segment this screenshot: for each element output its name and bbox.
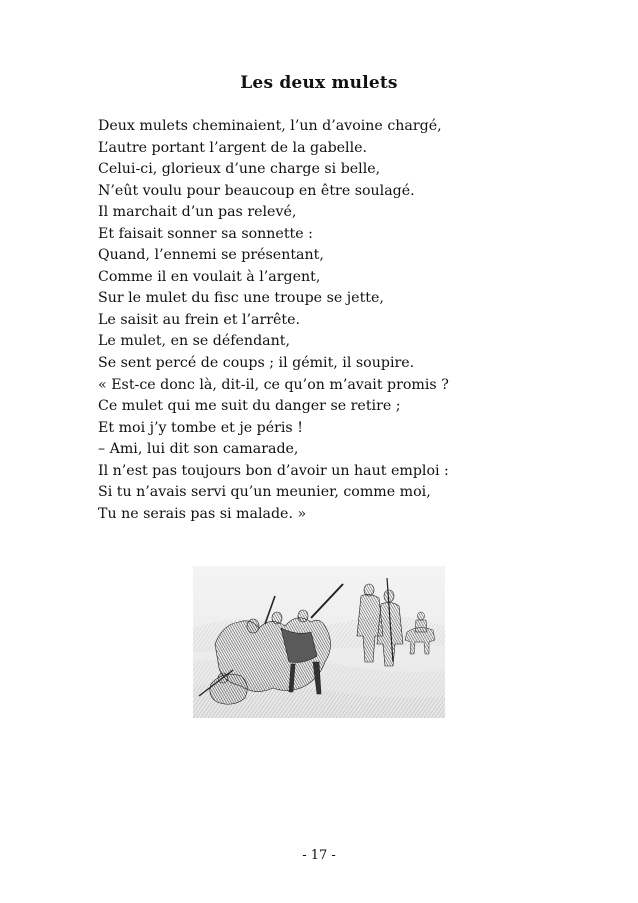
poem-line: Sur le mulet du fisc une troupe se jette, bbox=[98, 290, 384, 307]
engraving-illustration bbox=[193, 566, 445, 718]
poem-line: Il n’est pas toujours bon d’avoir un haut emploi : bbox=[98, 462, 449, 479]
poem-line: « Est-ce donc là, dit-il, ce qu’on m’avait promis ? bbox=[98, 376, 449, 393]
poem-line: Deux mulets cheminaient, l’un d’avoine chargé, bbox=[98, 118, 442, 134]
poem-line: Si tu n’avais servi qu’un meunier, comme moi, bbox=[98, 484, 431, 501]
poem-line: Comme il en voulait à l’argent, bbox=[98, 268, 321, 285]
page-number: - 17 - bbox=[302, 848, 336, 863]
poem-line: Le saisit au frein et l’arrête. bbox=[98, 311, 301, 328]
poem-line: Tu ne serais pas si malade. » bbox=[98, 505, 307, 522]
poem-line: Et moi j’y tombe et je péris ! bbox=[98, 419, 303, 436]
poem-title: Les deux mulets bbox=[240, 73, 398, 93]
poem-line: Le mulet, en se défendant, bbox=[98, 333, 290, 350]
poem-text bbox=[98, 116, 558, 525]
poem-line: Et faisait sonner sa sonnette : bbox=[98, 225, 313, 242]
poem-line: Quand, l’ennemi se présentant, bbox=[98, 247, 324, 264]
poem-line: Ce mulet qui me suit du danger se retire ; bbox=[98, 398, 401, 415]
poem-line: L’autre portant l’argent de la gabelle. bbox=[98, 139, 368, 156]
poem-line: Il marchait d’un pas relevé, bbox=[98, 204, 297, 221]
poem-line: Celui-ci, glorieux d’une charge si belle, bbox=[98, 161, 381, 178]
poem-line: – Ami, lui dit son camarade, bbox=[98, 441, 299, 458]
poem-line: Se sent percé de coups ; il gémit, il soupire. bbox=[98, 355, 415, 372]
poem-line: N’eût voulu pour beaucoup en être soulagé. bbox=[98, 182, 415, 199]
